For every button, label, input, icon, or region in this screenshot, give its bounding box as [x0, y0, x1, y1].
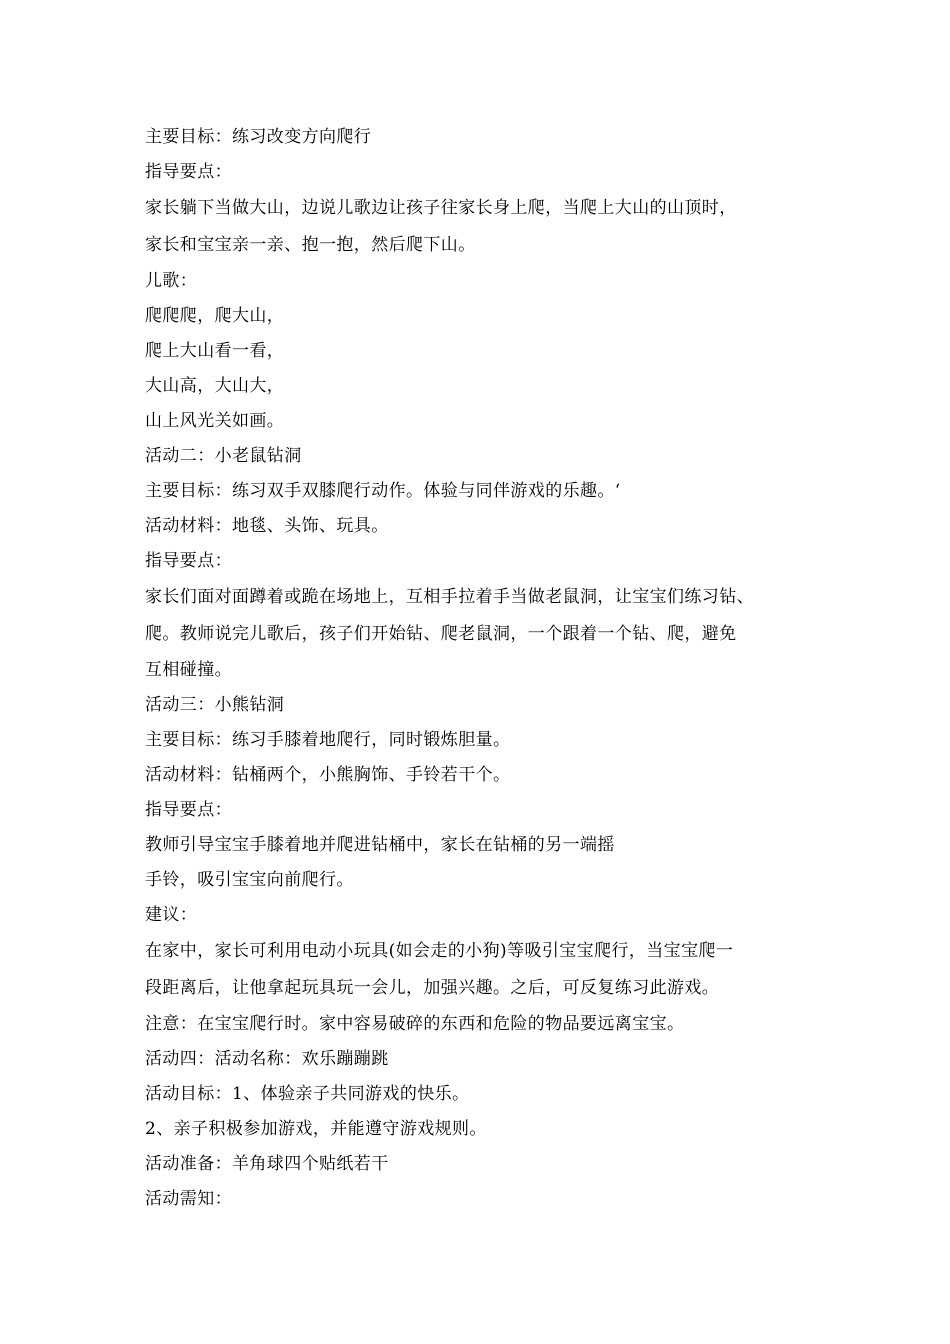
text-line: 教师引导宝宝手膝着地并爬进钻桶中，家长在钻桶的另一端摇	[145, 835, 615, 855]
text-line: 活动四：活动名称：欢乐蹦蹦跳	[145, 1049, 389, 1069]
text-line: 山上风光关如画。	[145, 411, 285, 431]
text-line: 儿歌：	[145, 271, 198, 291]
text-line: 活动准备：羊角球四个贴纸若干	[145, 1154, 389, 1174]
text-line: 活动需知：	[145, 1189, 232, 1209]
text-line: 注意：在宝宝爬行时。家中容易破碎的东西和危险的物品要远离宝宝。	[145, 1014, 685, 1034]
text-line: 主要目标：练习双手双膝爬行动作。体验与同伴游戏的乐趣。‘	[145, 481, 621, 501]
text-line: 段距离后，让他拿起玩具玩一会儿，加强兴趣。之后，可反复练习此游戏。	[145, 978, 720, 998]
text-line: 主要目标：练习改变方向爬行	[145, 127, 372, 147]
text-line: 在家中，家长可利用电动小玩具(如会走的小狗)等吸引宝宝爬行，当宝宝爬一	[145, 941, 734, 961]
text-line: 活动材料：钻桶两个，小熊胸饰、手铃若干个。	[145, 765, 511, 785]
text-line: 爬。教师说完儿歌后，孩子们开始钻、爬老鼠洞，一个跟着一个钻、爬，避免	[145, 624, 737, 644]
text-line: 手铃，吸引宝宝向前爬行。	[145, 870, 354, 890]
text-line: 活动目标：1、体验亲子共同游戏的快乐。	[145, 1084, 470, 1104]
text-line: 家长躺下当做大山，边说儿歌边让孩子往家长身上爬，当爬上大山的山顶时，	[145, 198, 737, 218]
text-line: 指导要点：	[145, 162, 232, 182]
text-line: 家长们面对面蹲着或跪在场地上，互相手拉着手当做老鼠洞，让宝宝们练习钻、	[145, 587, 754, 607]
text-line: 互相碰撞。	[145, 660, 232, 680]
text-line: 指导要点：	[145, 800, 232, 820]
text-line: 大山高，大山大，	[145, 376, 285, 396]
text-line: 爬爬爬，爬大山，	[145, 306, 285, 326]
text-line: 2、亲子积极参加游戏，并能遵守游戏规则。	[145, 1119, 487, 1139]
text-line: 活动二：小老鼠钻洞	[145, 446, 302, 466]
text-line: 主要目标：练习手膝着地爬行，同时锻炼胆量。	[145, 730, 511, 750]
text-line: 指导要点：	[145, 551, 232, 571]
text-line: 活动材料：地毯、头饰、玩具。	[145, 516, 389, 536]
document-body	[145, 120, 835, 1217]
text-line: 建议：	[145, 905, 198, 925]
text-line: 爬上大山看一看，	[145, 341, 285, 361]
text-line: 家长和宝宝亲一亲、抱一抱，然后爬下山。	[145, 235, 476, 255]
text-line: 活动三：小熊钻洞	[145, 695, 285, 715]
